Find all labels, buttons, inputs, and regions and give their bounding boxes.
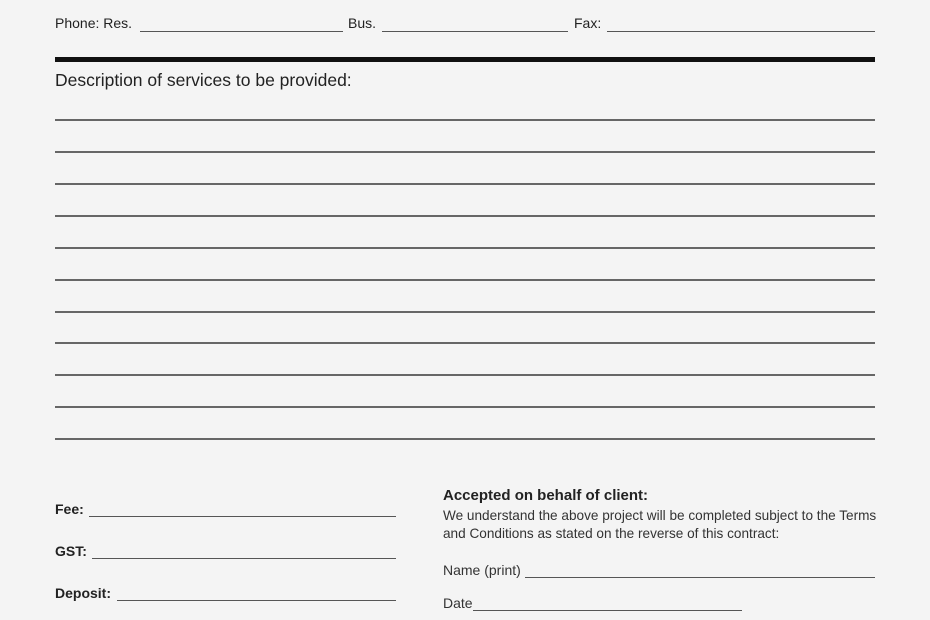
description-title: Description of services to be provided: [55,70,352,90]
date-label: Date [443,595,473,611]
description-line-4[interactable] [55,215,875,217]
name-print-field[interactable] [525,577,875,578]
gst-label: GST: [55,543,87,559]
date-field[interactable] [473,610,742,611]
phone-res-label: Phone: Res. [55,15,133,31]
description-line-2[interactable] [55,151,875,153]
deposit-field[interactable] [117,600,396,601]
gst-field[interactable] [92,558,396,559]
description-line-3[interactable] [55,183,875,185]
description-line-7[interactable] [55,311,875,313]
fax-label: Fax: [574,15,602,31]
description-line-1[interactable] [55,119,875,121]
section-divider [55,57,875,62]
phone-bus-label: Bus. [348,15,377,31]
description-line-9[interactable] [55,374,875,376]
deposit-label: Deposit: [55,585,111,601]
description-line-8[interactable] [55,342,875,344]
fee-field[interactable] [89,516,396,517]
description-line-10[interactable] [55,406,875,408]
acceptance-title: Accepted on behalf of client: [443,487,649,504]
fee-label: Fee: [55,501,84,517]
phone-res-field[interactable] [140,31,343,32]
description-line-5[interactable] [55,247,875,249]
name-print-label: Name (print) [443,562,521,578]
acceptance-text: We understand the above project will be completed subject to the Terms and Conditions as stated on the reverse of this contract: [443,508,877,541]
phone-bus-field[interactable] [382,31,568,32]
fax-field[interactable] [607,31,875,32]
description-line-11[interactable] [55,438,875,440]
description-line-6[interactable] [55,279,875,281]
